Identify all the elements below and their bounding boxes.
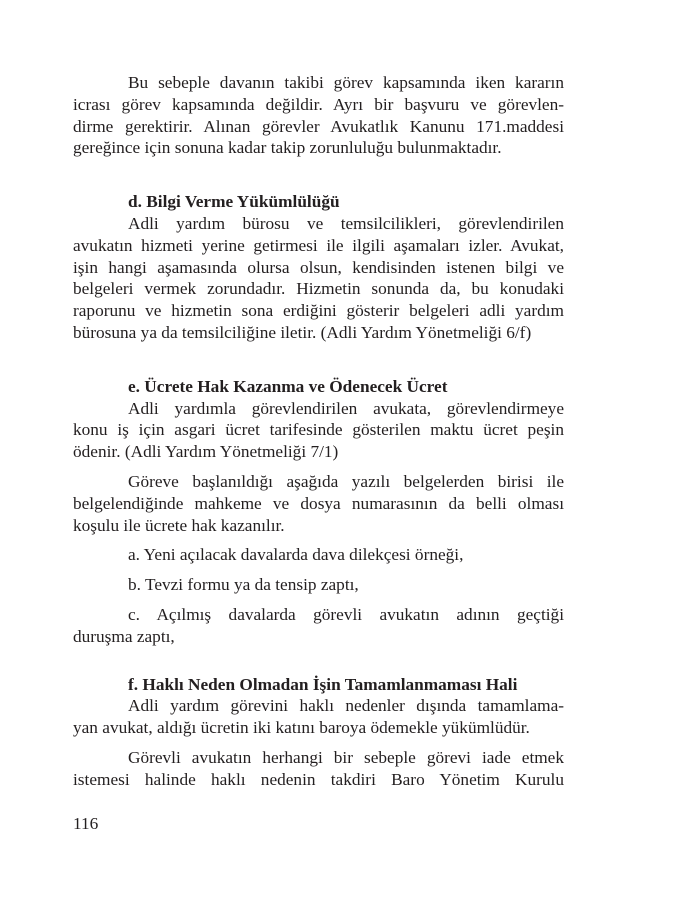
- text-line: Göreve başlanıldığı aşağıda yazılı belgelerden birisi ile: [128, 471, 564, 491]
- text-line: icrası görev kapsamında değildir. Ayrı bir başvuru ve görevlen-: [73, 94, 564, 114]
- paragraph: [73, 471, 564, 536]
- text-line: avukatın hizmeti yerine getirmesi ile ilgili aşamaları izler. Avukat,: [73, 235, 564, 255]
- text-line: Bu sebeple davanın takibi görev kapsamında iken kararın: [128, 73, 564, 92]
- text-line: Adli yardım bürosu ve temsilcilikleri, görevlendirilen: [128, 213, 564, 233]
- page-body: [73, 72, 564, 799]
- paragraph: [73, 398, 564, 463]
- list-item: [73, 604, 564, 648]
- text-line: raporunu ve hizmetin sona erdiğini gösterir belgeleri adli yardım: [73, 301, 564, 321]
- text-line: belgelendiğinde mahkeme ve dosya numarasının da belli olması: [73, 493, 564, 513]
- text-line: işin hangi aşamasında olursa olsun, kendisinden istenen bilgi ve: [73, 257, 564, 277]
- paragraph: [73, 747, 564, 791]
- text-line: b. Tevzi formu ya da tensip zaptı,: [128, 575, 359, 595]
- text-line: yan avukat, aldığı ücretin iki katını baroya ödemekle yükümlüdür.: [73, 718, 530, 738]
- page-number: 116: [73, 814, 99, 833]
- text-line: Adli yardım görevini haklı nedenler dışında tamamlama-: [128, 696, 564, 716]
- section-heading-f: f. Haklı Neden Olmadan İşin Tamamlanmaması Hali: [128, 674, 518, 694]
- text-line: duruşma zaptı,: [73, 626, 175, 646]
- paragraph: [73, 72, 564, 159]
- section-heading-e: e. Ücrete Hak Kazanma ve Ödenecek Ücret: [128, 376, 448, 396]
- text-line: koşulu ile ücrete hak kazanılır.: [73, 515, 285, 535]
- text-line: bürosuna ya da temsilciliğine iletir. (Adli Yardım Yönetmeliği 6/f): [73, 322, 532, 342]
- text-line: c. Açılmış davalarda görevli avukatın adının geçtiği: [128, 604, 564, 624]
- text-line: gereğince için sonuna kadar takip zorunluluğu bulunmaktadır.: [73, 138, 502, 158]
- text-line: Adli yardımla görevlendirilen avukata, görevlendirmeye: [128, 398, 564, 418]
- paragraph: [73, 695, 564, 739]
- paragraph: [73, 213, 564, 344]
- text-line: dirme gerektirir. Alınan görevler Avukatlık Kanunu 171.maddesi: [73, 116, 564, 136]
- text-line: konu iş için asgari ücret tarifesinde gösterilen maktu ücret peşin: [73, 420, 564, 440]
- text-line: istemesi halinde haklı nedenin takdiri Baro Yönetim Kurulu: [73, 769, 564, 789]
- list-item: [73, 574, 564, 596]
- text-line: belgeleri vermek zorundadır. Hizmetin sonunda da, bu konudaki: [73, 279, 564, 299]
- section-heading-d: d. Bilgi Verme Yükümlülüğü: [128, 192, 340, 212]
- text-line: Görevli avukatın herhangi bir sebeple görevi iade etmek: [128, 747, 564, 767]
- text-line: ödenir. (Adli Yardım Yönetmeliği 7/1): [73, 442, 339, 462]
- text-line: a. Yeni açılacak davalarda dava dilekçesi örneği,: [128, 545, 464, 565]
- list-item: [73, 544, 564, 566]
